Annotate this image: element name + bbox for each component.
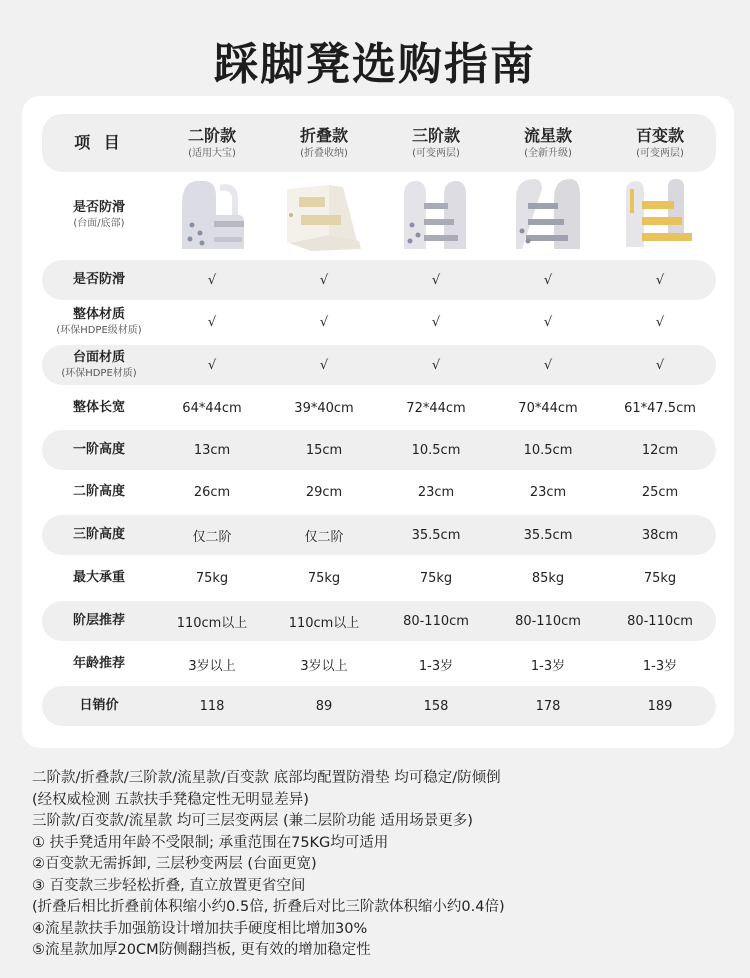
- table-cell: 13cm: [193, 442, 231, 458]
- note-line: ②百变款无需拆卸, 三层秒变两层 (台面更宽): [32, 856, 317, 872]
- product-image-three-step: [380, 165, 492, 265]
- table-cell: √: [207, 314, 217, 330]
- table-cell: √: [431, 314, 441, 330]
- table-row: [42, 472, 716, 512]
- table-cell: 178: [535, 698, 561, 714]
- table-cell: √: [655, 357, 665, 373]
- table-cell: 75kg: [307, 570, 341, 586]
- table-cell: √: [543, 357, 553, 373]
- row-label: 整体长宽: [72, 400, 125, 416]
- table-cell: √: [319, 314, 329, 330]
- table-cell: 89: [315, 698, 333, 714]
- table-cell: 1-3岁: [530, 658, 566, 674]
- table-cell: √: [207, 272, 217, 288]
- notes: [32, 768, 732, 962]
- note-line: ④流星款扶手加强筋设计增加扶手硬度相比增加30%: [32, 920, 368, 937]
- table-row: [42, 388, 716, 428]
- table-cell: 75kg: [419, 570, 453, 586]
- table-cell: 仅二阶: [304, 529, 344, 545]
- table-row: [42, 260, 716, 300]
- row-label: 一阶高度: [72, 442, 125, 458]
- table-cell: 118: [199, 698, 225, 714]
- table-cell: 3岁以上: [188, 658, 236, 674]
- table-cell: 23cm: [417, 484, 455, 500]
- table-cell: 158: [423, 698, 449, 714]
- note-line: (经权威检测 五款扶手凳稳定性无明显差异): [32, 791, 309, 808]
- row-label: 二阶高度: [72, 484, 125, 500]
- column-header: 百变款 (可变两层): [635, 126, 684, 159]
- table-cell: √: [431, 357, 441, 373]
- table-cell: √: [655, 272, 665, 288]
- page-title: 踩脚凳选购指南: [214, 39, 536, 90]
- table-cell: 15cm: [305, 442, 343, 458]
- note-line: 三阶款/百变款/流星款 均可三层变两层 (兼二层阶功能 适用场景更多): [32, 813, 473, 829]
- table-cell: 80-110cm: [515, 613, 581, 629]
- table-cell: 10.5cm: [411, 442, 461, 458]
- note-line: ⑤流星款加厚20CM防侧翻挡板, 更有效的增加稳定性: [32, 942, 371, 958]
- table-cell: 80-110cm: [403, 613, 469, 629]
- row-label: 日销价: [79, 698, 119, 714]
- table-row: [42, 558, 716, 598]
- table-cell: √: [543, 314, 553, 330]
- table-cell: 72*44cm: [406, 400, 466, 416]
- table-cell: 25cm: [641, 484, 679, 500]
- table-cell: 70*44cm: [518, 400, 578, 416]
- table-cell: 23cm: [529, 484, 567, 500]
- table-cell: 35.5cm: [523, 527, 573, 543]
- table-cell: √: [319, 272, 329, 288]
- column-header: 二阶款 (适用大宝): [187, 126, 236, 159]
- table-cell: √: [431, 272, 441, 288]
- row-label: 是否防滑: [72, 272, 125, 288]
- table-row: [42, 302, 716, 342]
- table-cell: 61*47.5cm: [624, 400, 696, 416]
- note-line: ① 扶手凳适用年龄不受限制; 承重范围在75KG均可适用: [32, 834, 389, 851]
- table-cell: 85kg: [531, 570, 565, 586]
- row-label: 是否防滑 (台面/底部): [72, 200, 125, 230]
- table-cell: √: [543, 272, 553, 288]
- product-image-row: [42, 172, 716, 258]
- row-label: 最大承重: [72, 570, 125, 586]
- table-cell: 75kg: [195, 570, 229, 586]
- table-row: [42, 345, 716, 385]
- table-row: [42, 601, 716, 641]
- product-image-folding: [268, 165, 380, 265]
- table-cell: 29cm: [305, 484, 343, 500]
- table-cell: 110cm以上: [176, 615, 248, 631]
- table-cell: 3岁以上: [300, 658, 348, 674]
- table-header-row: [42, 114, 716, 172]
- table-row: [42, 686, 716, 726]
- table-cell: √: [655, 314, 665, 330]
- column-header: 折叠款 (折叠收纳): [299, 126, 348, 159]
- table-cell: 1-3岁: [642, 658, 678, 674]
- table-cell: 26cm: [193, 484, 231, 500]
- table-cell: 1-3岁: [418, 658, 454, 674]
- table-cell: 仅二阶: [192, 529, 232, 545]
- product-image-versatile: [604, 165, 716, 265]
- table-cell: 12cm: [641, 442, 679, 458]
- table-cell: 35.5cm: [411, 527, 461, 543]
- product-image-meteor: [492, 165, 604, 265]
- note-line: 二阶款/折叠款/三阶款/流星款/百变款 底部均配置防滑垫 均可稳定/防倾倒: [32, 770, 501, 786]
- table-cell: 110cm以上: [288, 615, 360, 631]
- note-line: (折叠后相比折叠前体积缩小约0.5倍, 折叠后对比三阶款体积缩小约0.4倍): [32, 899, 505, 915]
- row-label: 三阶高度: [72, 527, 125, 543]
- row-label: 年龄推荐: [72, 656, 125, 672]
- table-cell: 80-110cm: [627, 613, 693, 629]
- table-cell: √: [207, 357, 217, 373]
- table-cell: 189: [647, 698, 673, 714]
- note-line: ③ 百变款三步轻松折叠, 直立放置更省空间: [32, 877, 306, 894]
- table-cell: 75kg: [643, 570, 677, 586]
- row-label: 台面材质 (环保HDPE材质): [61, 350, 137, 380]
- table-cell: 10.5cm: [523, 442, 573, 458]
- table-cell: 39*40cm: [294, 400, 354, 416]
- table-cell: 38cm: [641, 527, 679, 543]
- column-header: 流星款 (全新升级): [523, 126, 572, 159]
- row-label: 整体材质 (环保HDPE级材质): [56, 307, 142, 337]
- table-cell: √: [319, 357, 329, 373]
- table-row: [42, 644, 716, 684]
- table-row: [42, 515, 716, 555]
- product-image-two-step: [156, 165, 268, 265]
- table-row: [42, 430, 716, 470]
- header-label: 项 目: [74, 133, 124, 153]
- table-cell: 64*44cm: [182, 400, 242, 416]
- comparison-table: [22, 96, 734, 748]
- row-label: 阶层推荐: [72, 613, 125, 629]
- column-header: 三阶款 (可变两层): [411, 126, 460, 159]
